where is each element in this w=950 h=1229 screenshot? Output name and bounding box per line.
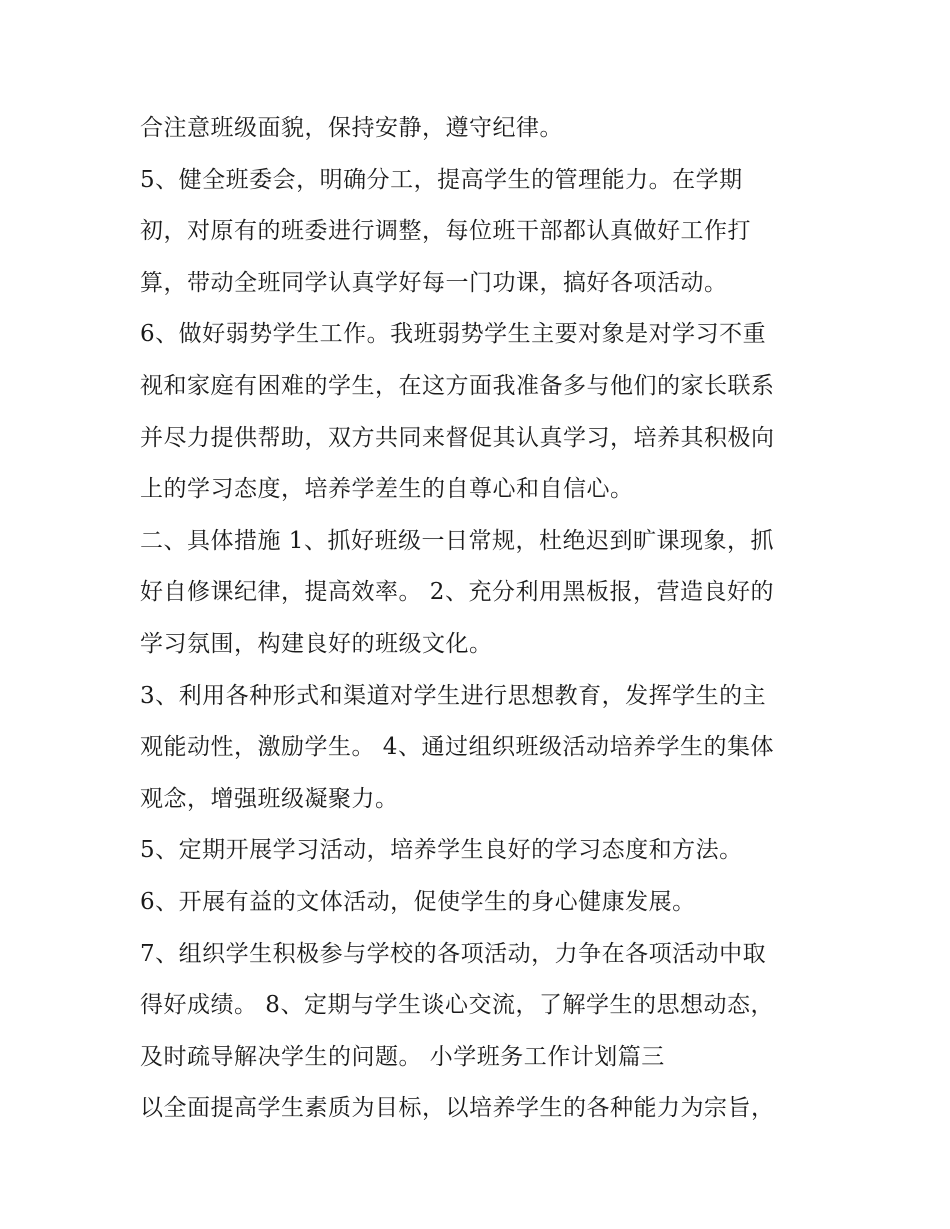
- text-line: 及时疏导解决学生的问题。 小学班务工作计划篇三: [140, 1043, 665, 1070]
- text-line: 观能动性，激励学生。 4、通过组织班级活动培养学生的集体: [140, 734, 774, 761]
- document-body: [140, 108, 820, 1140]
- text-line: 6、做好弱势学生工作。我班弱势学生主要对象是对学习不重: [140, 321, 767, 348]
- text-line: 3、利用各种形式和渠道对学生进行思想教育，发挥学生的主: [140, 682, 767, 709]
- text-line: 以全面提高学生素质为目标，以培养学生的各种能力为宗旨，: [140, 1095, 775, 1122]
- text-line: 好自修课纪律，提高效率。 2、充分利用黑板报，营造良好的: [140, 579, 774, 606]
- text-line: 6、开展有益的文体活动，促使学生的身心健康发展。: [140, 888, 696, 915]
- text-line: 7、组织学生积极参与学校的各项活动，力争在各项活动中取: [140, 940, 767, 967]
- text-line: 初，对原有的班委进行调整，每位班干部都认真做好工作打: [140, 218, 751, 245]
- text-line: 5、定期开展学习活动，培养学生良好的学习态度和方法。: [140, 837, 743, 864]
- text-line: 视和家庭有困难的学生，在这方面我准备多与他们的家长联系: [140, 372, 775, 399]
- text-line: 观念，增强班级凝聚力。: [140, 785, 399, 812]
- text-line: 算，带动全班同学认真学好每一门功课，搞好各项活动。: [140, 269, 728, 296]
- text-line: 学习氛围，构建良好的班级文化。: [140, 630, 493, 657]
- text-line: 并尽力提供帮助，双方共同来督促其认真学习，培养其积极向: [140, 424, 775, 451]
- text-line: 得好成绩。 8、定期与学生谈心交流，了解学生的思想动态，: [140, 992, 774, 1019]
- text-line: 二、具体措施 1、抓好班级一日常规，杜绝迟到旷课现象，抓: [140, 527, 774, 554]
- text-line: 合注意班级面貌，保持安静，遵守纪律。: [140, 115, 563, 141]
- text-line: 5、健全班委会，明确分工，提高学生的管理能力。在学期: [140, 166, 743, 193]
- text-line: 上的学习态度，培养学差生的自尊心和自信心。: [140, 476, 634, 503]
